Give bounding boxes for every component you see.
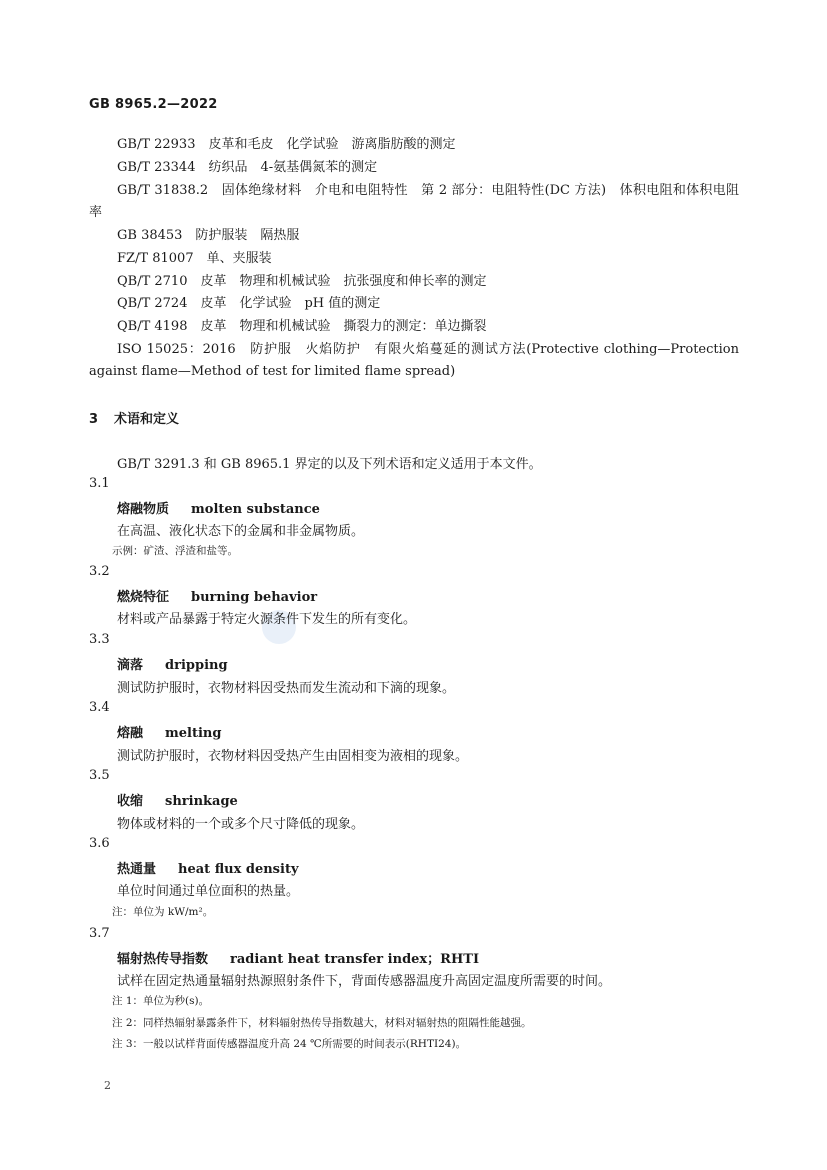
reference-item: GB/T 31838.2 固体绝缘材料 介电和电阻特性 第 2 部分：电阻特性(DC 方法) 体积电阻和体积电阻率 xyxy=(89,183,739,220)
term-zh: 燃烧特征 xyxy=(117,590,170,605)
term-heading xyxy=(117,498,320,517)
term-number: 3.5 xyxy=(89,768,110,783)
term-zh: 滴落 xyxy=(117,658,144,673)
term-heading xyxy=(117,790,238,809)
term-note: 注 3：一般以试样背面传感器温度升高 24 ℃所需要的时间表示(RHTI24)。 xyxy=(112,1038,467,1050)
term-heading xyxy=(117,722,221,741)
reference-item: ISO 15025：2016 防护服 火焰防护 有限火焰蔓延的测试方法(Protective clothing—Protection against flame—Method of test for limited flame spread) xyxy=(89,342,739,379)
section-heading xyxy=(89,408,179,427)
term-heading xyxy=(117,654,228,673)
term-definition: 在高温、液化状态下的金属和非金属物质。 xyxy=(117,524,365,539)
term-definition: 材料或产品暴露于特定火源条件下发生的所有变化。 xyxy=(117,612,417,627)
term-en: dripping xyxy=(165,658,228,673)
reference-item: GB/T 22933 皮革和毛皮 化学试验 游离脂肪酸的测定 xyxy=(117,137,456,152)
reference-item: GB 38453 防护服装 隔热服 xyxy=(117,228,300,243)
term-number: 3.6 xyxy=(89,836,110,851)
reference-item: QB/T 2724 皮革 化学试验 pH 值的测定 xyxy=(117,296,381,311)
term-number: 3.1 xyxy=(89,476,110,491)
term-definition: 测试防护服时，衣物材料因受热而发生流动和下滴的现象。 xyxy=(117,681,456,696)
reference-item: QB/T 4198 皮革 物理和机械试验 撕裂力的测定：单边撕裂 xyxy=(117,319,487,334)
term-zh: 熔融物质 xyxy=(117,502,170,517)
term-zh: 热通量 xyxy=(117,862,157,877)
term-heading xyxy=(117,586,317,605)
page-number: 2 xyxy=(104,1079,111,1092)
reference-item: GB/T 23344 纺织品 4-氨基偶氮苯的测定 xyxy=(117,160,378,175)
term-zh: 收缩 xyxy=(117,794,144,809)
term-note: 注 2：同样热辐射暴露条件下，材料辐射热传导指数越大，材料对辐射热的阻隔性能越强。 xyxy=(112,1017,532,1029)
reference-item: QB/T 2710 皮革 物理和机械试验 抗张强度和伸长率的测定 xyxy=(117,274,487,289)
section-number: 3 xyxy=(89,412,99,427)
term-heading xyxy=(117,948,479,967)
term-number: 3.2 xyxy=(89,564,110,579)
term-number: 3.3 xyxy=(89,632,110,647)
term-note: 注：单位为 kW/m²。 xyxy=(112,906,214,918)
section-title: 术语和定义 xyxy=(114,412,180,427)
term-heading xyxy=(117,858,299,877)
term-number: 3.7 xyxy=(89,926,110,941)
term-zh: 熔融 xyxy=(117,726,144,741)
document-header: GB 8965.2—2022 xyxy=(89,97,218,112)
section-intro: GB/T 3291.3 和 GB 8965.1 界定的以及下列术语和定义适用于本文件。 xyxy=(117,457,542,472)
term-en: melting xyxy=(165,726,222,741)
term-definition: 物体或材料的一个或多个尺寸降低的现象。 xyxy=(117,817,365,832)
term-en: molten substance xyxy=(191,502,320,517)
term-en: radiant heat transfer index；RHTI xyxy=(230,952,480,967)
term-note: 注 1：单位为秒(s)。 xyxy=(112,995,210,1007)
term-definition: 测试防护服时，衣物材料因受热产生由固相变为液相的现象。 xyxy=(117,749,469,764)
term-example: 示例：矿渣、浮渣和盐等。 xyxy=(112,545,238,557)
term-definition: 单位时间通过单位面积的热量。 xyxy=(117,884,300,899)
term-definition: 试样在固定热通量辐射热源照射条件下，背面传感器温度升高固定温度所需要的时间。 xyxy=(117,974,612,989)
term-number: 3.4 xyxy=(89,700,110,715)
term-zh: 辐射热传导指数 xyxy=(117,952,209,967)
term-en: burning behavior xyxy=(191,590,318,605)
term-en: shrinkage xyxy=(165,794,238,809)
term-en: heat flux density xyxy=(178,862,299,877)
reference-item: FZ/T 81007 单、夹服装 xyxy=(117,251,272,266)
